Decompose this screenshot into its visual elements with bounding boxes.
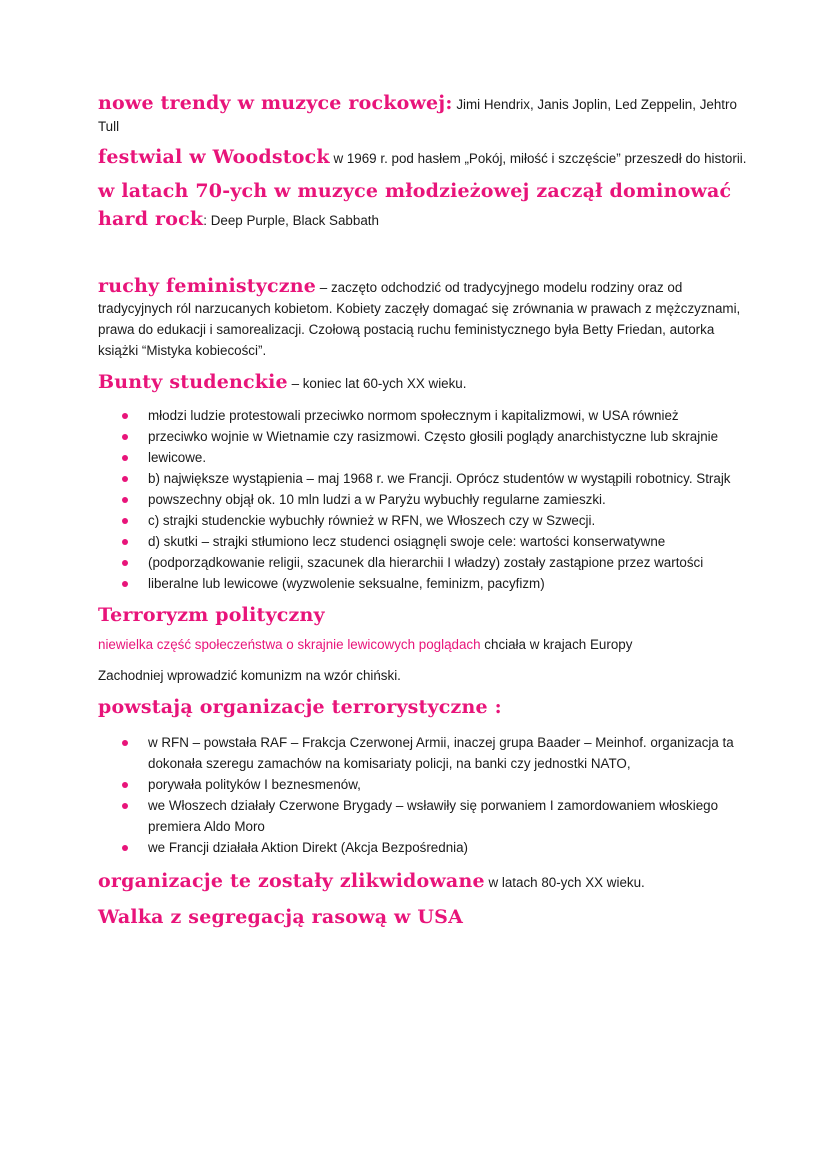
document-page: [98, 92, 748, 930]
terrorism-text: chciała w krajach Europy: [480, 637, 633, 652]
terror-orgs-heading: powstają organizacje terrorystyczne :: [98, 696, 502, 718]
list-item: (podporządkowanie religii, szacunek dla hierarchii I władzy) zostały zastąpione przez wartości: [120, 552, 748, 573]
student-revolts-text: – koniec lat 60-ych XX wieku.: [287, 376, 467, 391]
feminism-text: – zaczęto odchodzić od tradycyjnego modelu rodziny oraz od tradycyjnych ról narzucanych kobietom. Kobiety zaczęły domagać się zrównania w prawach z mężczyznami, prawa do edukacji i samorealizacji. Czołową postacią ruchu feministycznego była Betty Friedan, autorka książki “Mistyka kobiecości”.: [98, 280, 741, 358]
list-item: w RFN – powstała RAF – Frakcja Czerwonej Armii, inaczej grupa Baader – Meinhof. organizacja ta dokonała szeregu zamachów na komisariaty policji, na banki czy jednostki NATO,: [120, 732, 748, 774]
bullet-icon: [122, 560, 128, 566]
list-item: młodzi ludzie protestowali przeciwko normom społecznym i kapitalizmowi, w USA również: [120, 405, 748, 426]
hard-rock-paragraph: [98, 178, 748, 234]
hard-rock-text: : Deep Purple, Black Sabbath: [203, 213, 379, 228]
list-item: przeciwko wojnie w Wietnamie czy rasizmowi. Często głosili poglądy anarchistyczne lub skrajnie: [120, 426, 748, 447]
list-item: porywała polityków I beznesmenów,: [120, 774, 748, 795]
woodstock-paragraph: [98, 146, 748, 170]
terror-orgs-list: [98, 732, 748, 858]
list-item: powszechny objął ok. 10 mln ludzi a w Paryżu wybuchły regularne zamieszki.: [120, 489, 748, 510]
list-item: we Włoszech działały Czerwone Brygady – wsławiły się porwaniem I zamordowaniem włoskiego premiera Aldo Moro: [120, 795, 748, 837]
student-revolts-paragraph: [98, 369, 748, 397]
list-item: we Francji działała Aktion Direkt (Akcja Bezpośrednia): [120, 837, 748, 858]
bullet-icon: [122, 803, 128, 809]
woodstock-heading: festwial w Woodstock: [98, 146, 330, 168]
list-item: lewicowe.: [120, 447, 748, 468]
liquidated-paragraph: [98, 868, 748, 896]
feminism-heading: ruchy feministyczne: [98, 275, 317, 297]
list-item: d) skutki – strajki stłumiono lecz studenci osiągnęli swoje cele: wartości konserwatywne: [120, 531, 748, 552]
segregation-heading: Walka z segregacją rasową w USA: [98, 906, 464, 928]
bullet-icon: [122, 518, 128, 524]
list-item: b) największe wystąpienia – maj 1968 r. we Francji. Oprócz studentów w wystąpili robotnicy. Strajk: [120, 468, 748, 489]
terrorism-text-2: Zachodniej wprowadzić komunizm na wzór chiński.: [98, 668, 401, 683]
list-item: liberalne lub lewicowe (wyzwolenie seksualne, feminizm, pacyfizm): [120, 573, 748, 594]
terrorism-highlight: niewielka część społeczeństwa o skrajnie lewicowych poglądach: [98, 637, 481, 652]
rock-trends-text: Jimi Hendrix, Janis Joplin, Led Zeppelin, Jehtro Tull: [98, 97, 737, 134]
liquidated-heading: organizacje te zostały zlikwidowane: [98, 870, 485, 892]
student-revolts-list: [98, 405, 748, 594]
bullet-icon: [122, 497, 128, 503]
bullet-icon: [122, 782, 128, 788]
list-item: c) strajki studenckie wybuchły również w RFN, we Włoszech czy w Szwecji.: [120, 510, 748, 531]
bullet-icon: [122, 539, 128, 545]
bullet-icon: [122, 455, 128, 461]
bullet-icon: [122, 413, 128, 419]
bullet-icon: [122, 845, 128, 851]
bullet-icon: [122, 434, 128, 440]
rock-trends-heading: nowe trendy w muzyce rockowej:: [98, 92, 453, 114]
student-revolts-heading: Bunty studenckie: [98, 371, 288, 393]
hard-rock-heading: w latach 70-ych w muzyce młodzieżowej zaczął dominować hard rock: [98, 180, 732, 230]
feminism-paragraph: [98, 276, 748, 361]
woodstock-text: w 1969 r. pod hasłem „Pokój, miłość i szczęście” przeszedł do historii.: [329, 151, 747, 166]
terrorism-heading: Terroryzm polityczny: [98, 604, 325, 626]
bullet-icon: [122, 476, 128, 482]
bullet-icon: [122, 740, 128, 746]
liquidated-text: w latach 80-ych XX wieku.: [484, 875, 645, 890]
rock-trends-paragraph: [98, 92, 748, 138]
bullet-icon: [122, 581, 128, 587]
terrorism-paragraph: [98, 634, 748, 655]
